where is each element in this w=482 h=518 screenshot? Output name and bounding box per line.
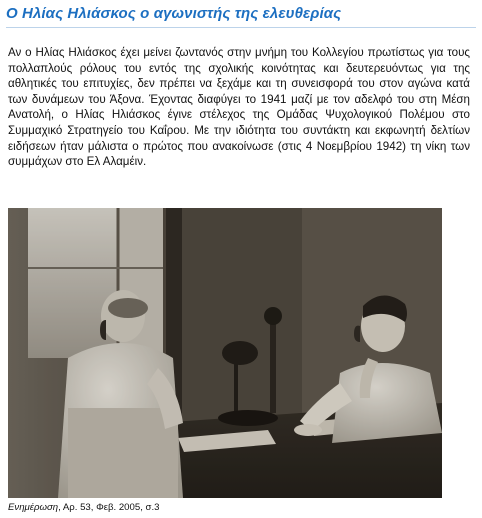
- article-body: Αν ο Ηλίας Ηλιάσκος έχει μείνει ζωντανός στην μνήμη του Κολλεγίου πρωτίστως για τους πολλαπλούς ρόλους του εντός της σχολικής κοινότητας και δευτερευόντως για της αθλητικές του επιτυχίες, δεν πρέπει να ξεχάμε και τη συνεισφορά του στον αγώνα κατά των δυνάμεων του Άξονα. Έχοντας διαφύγει το 1941 μαζί με τον αδελφό του στη Μέση Ανατολή, ο Ηλίας Ηλιάσκος έγινε στέλεχος της Ομάδας Ψυχολογικού Πολέμου στο Συμμαχικό Στρατηγείο του Καΐρου. Με την ιδιότητα του συντάκτη και εκφωνητή δελτίων ειδήσεων ήταν μάλιστα ο πρώτος που ανακοίνωσε (στις 4 Νοεμβρίου 1942) τη νίκη των συμμάχων στο Ελ Αλαμέιν.: [8, 46, 470, 169]
- title-divider: [6, 27, 476, 28]
- historical-photo: [8, 208, 442, 498]
- caption-source: Ενημέρωση: [8, 502, 59, 513]
- photo-caption: [8, 502, 468, 513]
- article-title: Ο Ηλίας Ηλιάσκος ο αγωνιστής της ελευθερίας: [6, 5, 342, 22]
- caption-details: , Αρ. 53, Φεβ. 2005, σ.3: [58, 502, 160, 513]
